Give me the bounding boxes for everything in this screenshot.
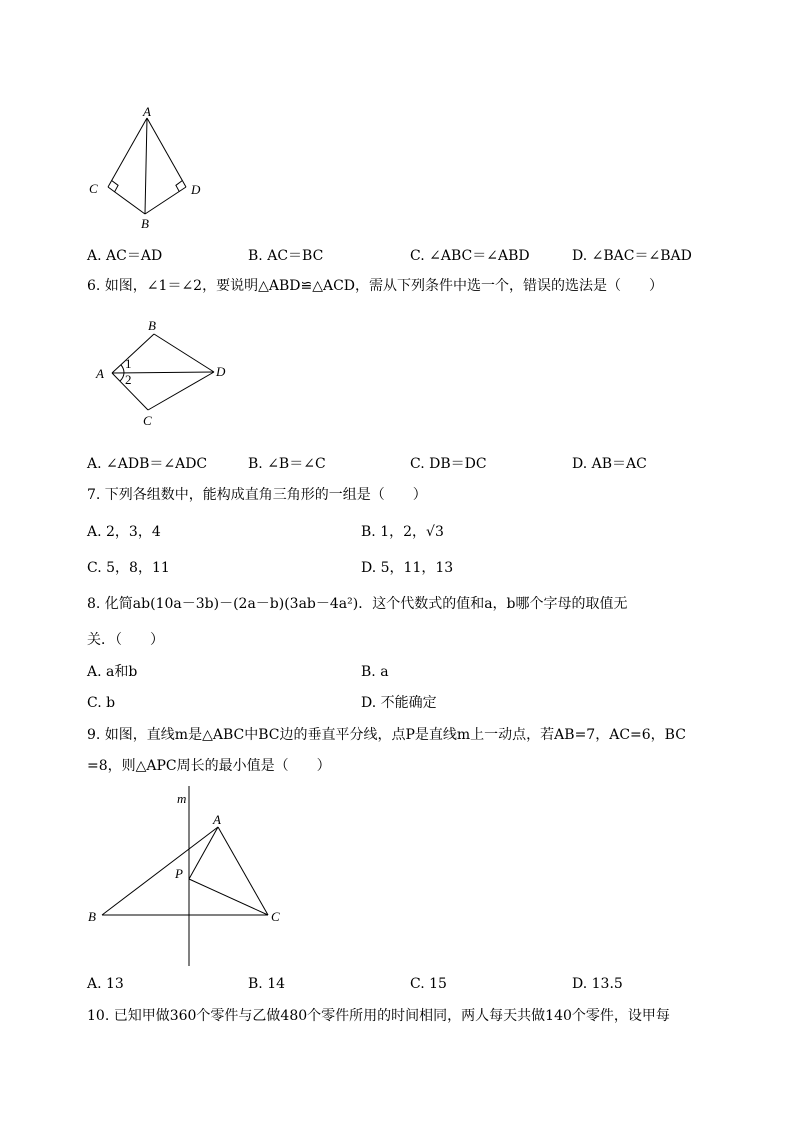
label-B: B [141, 216, 149, 231]
label-P: P [175, 866, 183, 881]
segment-BD [154, 334, 214, 372]
label-B: B [88, 909, 96, 924]
q7-stem: 7. 下列各组数中，能构成直角三角形的一组是（ ） [87, 487, 427, 503]
q8-stem-line2: 关．（ ） [87, 632, 164, 648]
label-C: C [143, 413, 152, 428]
q10-stem-line1: 10. 已知甲做360个零件与乙做480个零件所用的时间相同，两人每天共做140个零件，设甲每 [87, 1008, 670, 1024]
segment-AC [218, 827, 268, 915]
label-C: C [89, 181, 98, 196]
q9-option-b: B. 14 [248, 976, 286, 992]
label-B: B [148, 318, 156, 333]
q9-option-d: D. 13.5 [572, 976, 623, 992]
label-C: C [271, 909, 280, 924]
q6-option-c: C. DB＝DC [410, 456, 487, 472]
label-A: A [213, 812, 221, 827]
q7-option-d: D. 5，11，13 [361, 560, 454, 576]
q7-option-a: A. 2，3，4 [87, 524, 161, 540]
segment-AD [147, 118, 186, 187]
q8-stem-line1: 8. 化简ab(10a－3b)－(2a－b)(3ab－4a²)．这个代数式的值和a，b哪个字母的取值无 [87, 596, 628, 612]
q6-stem: 6. 如图，∠1＝∠2，要说明△ABD≌△ACD，需从下列条件中选一个，错误的选法是（ ） [87, 278, 664, 294]
q8-option-d: D. 不能确定 [361, 695, 437, 711]
segment-CD [148, 372, 214, 410]
q6-option-a: A. ∠ADB＝∠ADC [87, 456, 208, 472]
q5-option-d: D. ∠BAC＝∠BAD [572, 248, 692, 264]
q6-option-b: B. ∠B＝∠C [248, 456, 326, 472]
q7-option-c: C. 5，8，11 [87, 560, 170, 576]
label-D: D [191, 182, 201, 197]
figure-q6-quadrilateral [90, 315, 240, 430]
segment-AC [108, 118, 147, 187]
label-A: A [143, 104, 151, 119]
segment-PC [189, 879, 268, 915]
segment-AP [189, 827, 218, 879]
label-angle-1: 1 [125, 356, 132, 371]
label-angle-2: 2 [125, 372, 132, 387]
label-A: A [96, 366, 104, 381]
angle-arc-1 [121, 365, 124, 373]
q8-option-b: B. a [361, 664, 389, 680]
q8-option-a: A. a和b [87, 664, 138, 680]
q7-option-b: B. 1，2，√3 [361, 524, 444, 540]
q9-option-a: A. 13 [87, 976, 124, 992]
label-D: D [216, 364, 226, 379]
angle-arc-2 [120, 373, 124, 381]
q5-option-b: B. AC＝BC [248, 248, 324, 264]
q5-option-a: A. AC＝AD [87, 248, 163, 264]
q9-option-c: C. 15 [410, 976, 447, 992]
q5-option-c: C. ∠ABC＝∠ABD [410, 248, 530, 264]
segment-AB [112, 334, 154, 373]
figure-q5-kite [80, 100, 220, 240]
segment-AB [145, 118, 147, 214]
q8-option-c: C. b [87, 695, 116, 711]
q9-stem-line2: =8，则△APC周长的最小值是（ ） [87, 758, 331, 774]
segment-CB [108, 187, 145, 214]
label-m: m [177, 791, 187, 806]
segment-DB [145, 187, 186, 214]
q9-stem-line1: 9. 如图，直线m是△ABC中BC边的垂直平分线，点P是直线m上一动点，若AB=7，AC=6，BC [87, 727, 686, 743]
q6-option-d: D. AB＝AC [572, 456, 647, 472]
segment-BA [102, 827, 218, 915]
figure-q9-triangle [80, 780, 300, 970]
